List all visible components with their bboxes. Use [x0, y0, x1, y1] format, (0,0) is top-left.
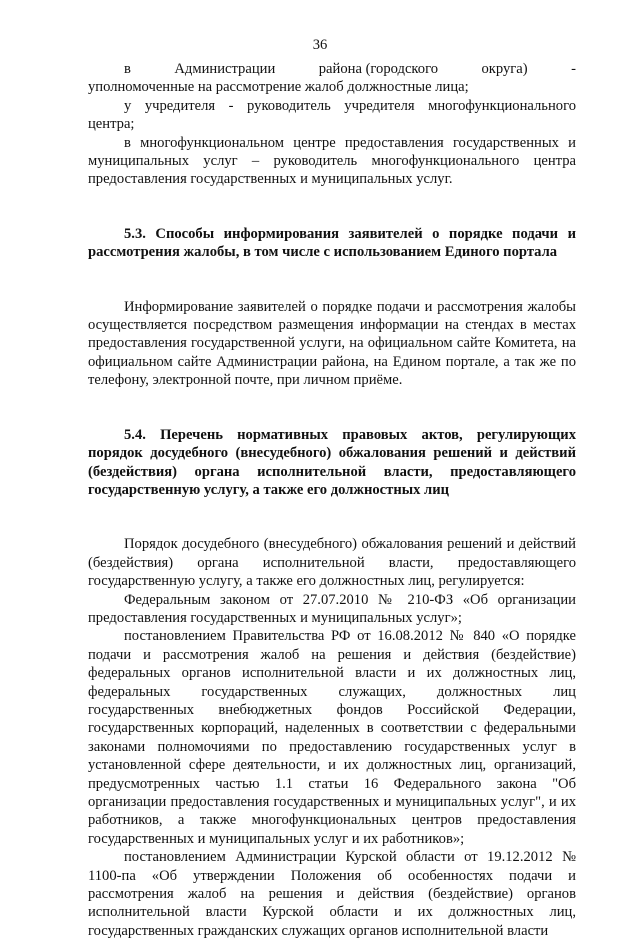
paragraph-5-3: Информирование заявителей о порядке подачи и рассмотрения жалобы осуществляется посредством размещения информации на стендах в местах предоставления государственной услуги, на официальном сайте Комитета, на официальном сайте Администрации района, на Едином портале, а так же по телефону, электронной почте, при личном приёме. [88, 298, 576, 389]
word-okrug: округа) [481, 61, 528, 77]
paragraph-first-line [88, 60, 576, 78]
paragraph-founder: у учредителя - руководитель учредителя многофункционального центра; [88, 97, 576, 133]
word-administration: Администрации [174, 61, 276, 77]
paragraph-kursk-resolution: постановлением Администрации Курской области от 19.12.2012 № 1100-па «Об утверждении Положения об особенностях подачи и рассмотрения жалоб на решения и действия (бездействие) органов исполнительной власти Курской области и их должностных лиц, государственных гражданских служащих органов исполнительной власти [88, 849, 576, 939]
document-body [88, 60, 576, 940]
word-v: в [124, 61, 131, 77]
paragraph-federal-law: Федеральным законом от 27.07.2010 № 210-ФЗ «Об организации предоставления государственных и муниципальных услуг»; [88, 591, 576, 626]
heading-5-4: 5.4. Перечень нормативных правовых актов, регулирующих порядок досудебного (внесудебного) обжалования решений и действий (бездействия) органа исполнительной власти, предоставляющего государственную услугу, а также его должностных лиц [88, 426, 576, 498]
word-dash: - [571, 61, 576, 77]
paragraph-government-resolution: постановлением Правительства РФ от 16.08.2012 № 840 «О порядке подачи и рассмотрения жалоб на решения и действия (бездействие) федеральных органов исполнительной власти и их должностных лиц, федеральных государственных служащих, должностных лиц государственных внебюджетных фондов Российской Федерации, государственных корпораций, наделенных в соответствии с федеральными законами полномочиями по предоставлению государственных услуг в установленной сфере деятельности, и их должностных лиц, организаций, предусмотренных частью 1.1 статьи 16 Федерального закона "Об организации предоставления государственных и муниципальных услуг", и их работников, а также многофункциональных центров предоставления государственных и муниципальных услуг и их работников»; [88, 628, 576, 847]
paragraph-authorized-officials: уполномоченные на рассмотрение жалоб должностные лица; [88, 79, 469, 96]
paragraph-mfc: в многофункциональном центре предоставления государственных и муниципальных услуг – руководитель многофункционального центра предоставления государственных и муниципальных услуг. [88, 134, 576, 188]
paragraph-5-4-intro: Порядок досудебного (внесудебного) обжалования решений и действий (бездействия) органа исполнительной власти, предоставляющего государственную услугу, а также его должностных лиц, регулируется: [88, 536, 576, 590]
word-district: района (городского [318, 61, 438, 77]
page-number: 36 [312, 37, 328, 53]
heading-5-3: 5.3. Способы информирования заявителей о порядке подачи и рассмотрения жалобы, в том числе с использованием Единого портала [88, 225, 576, 261]
